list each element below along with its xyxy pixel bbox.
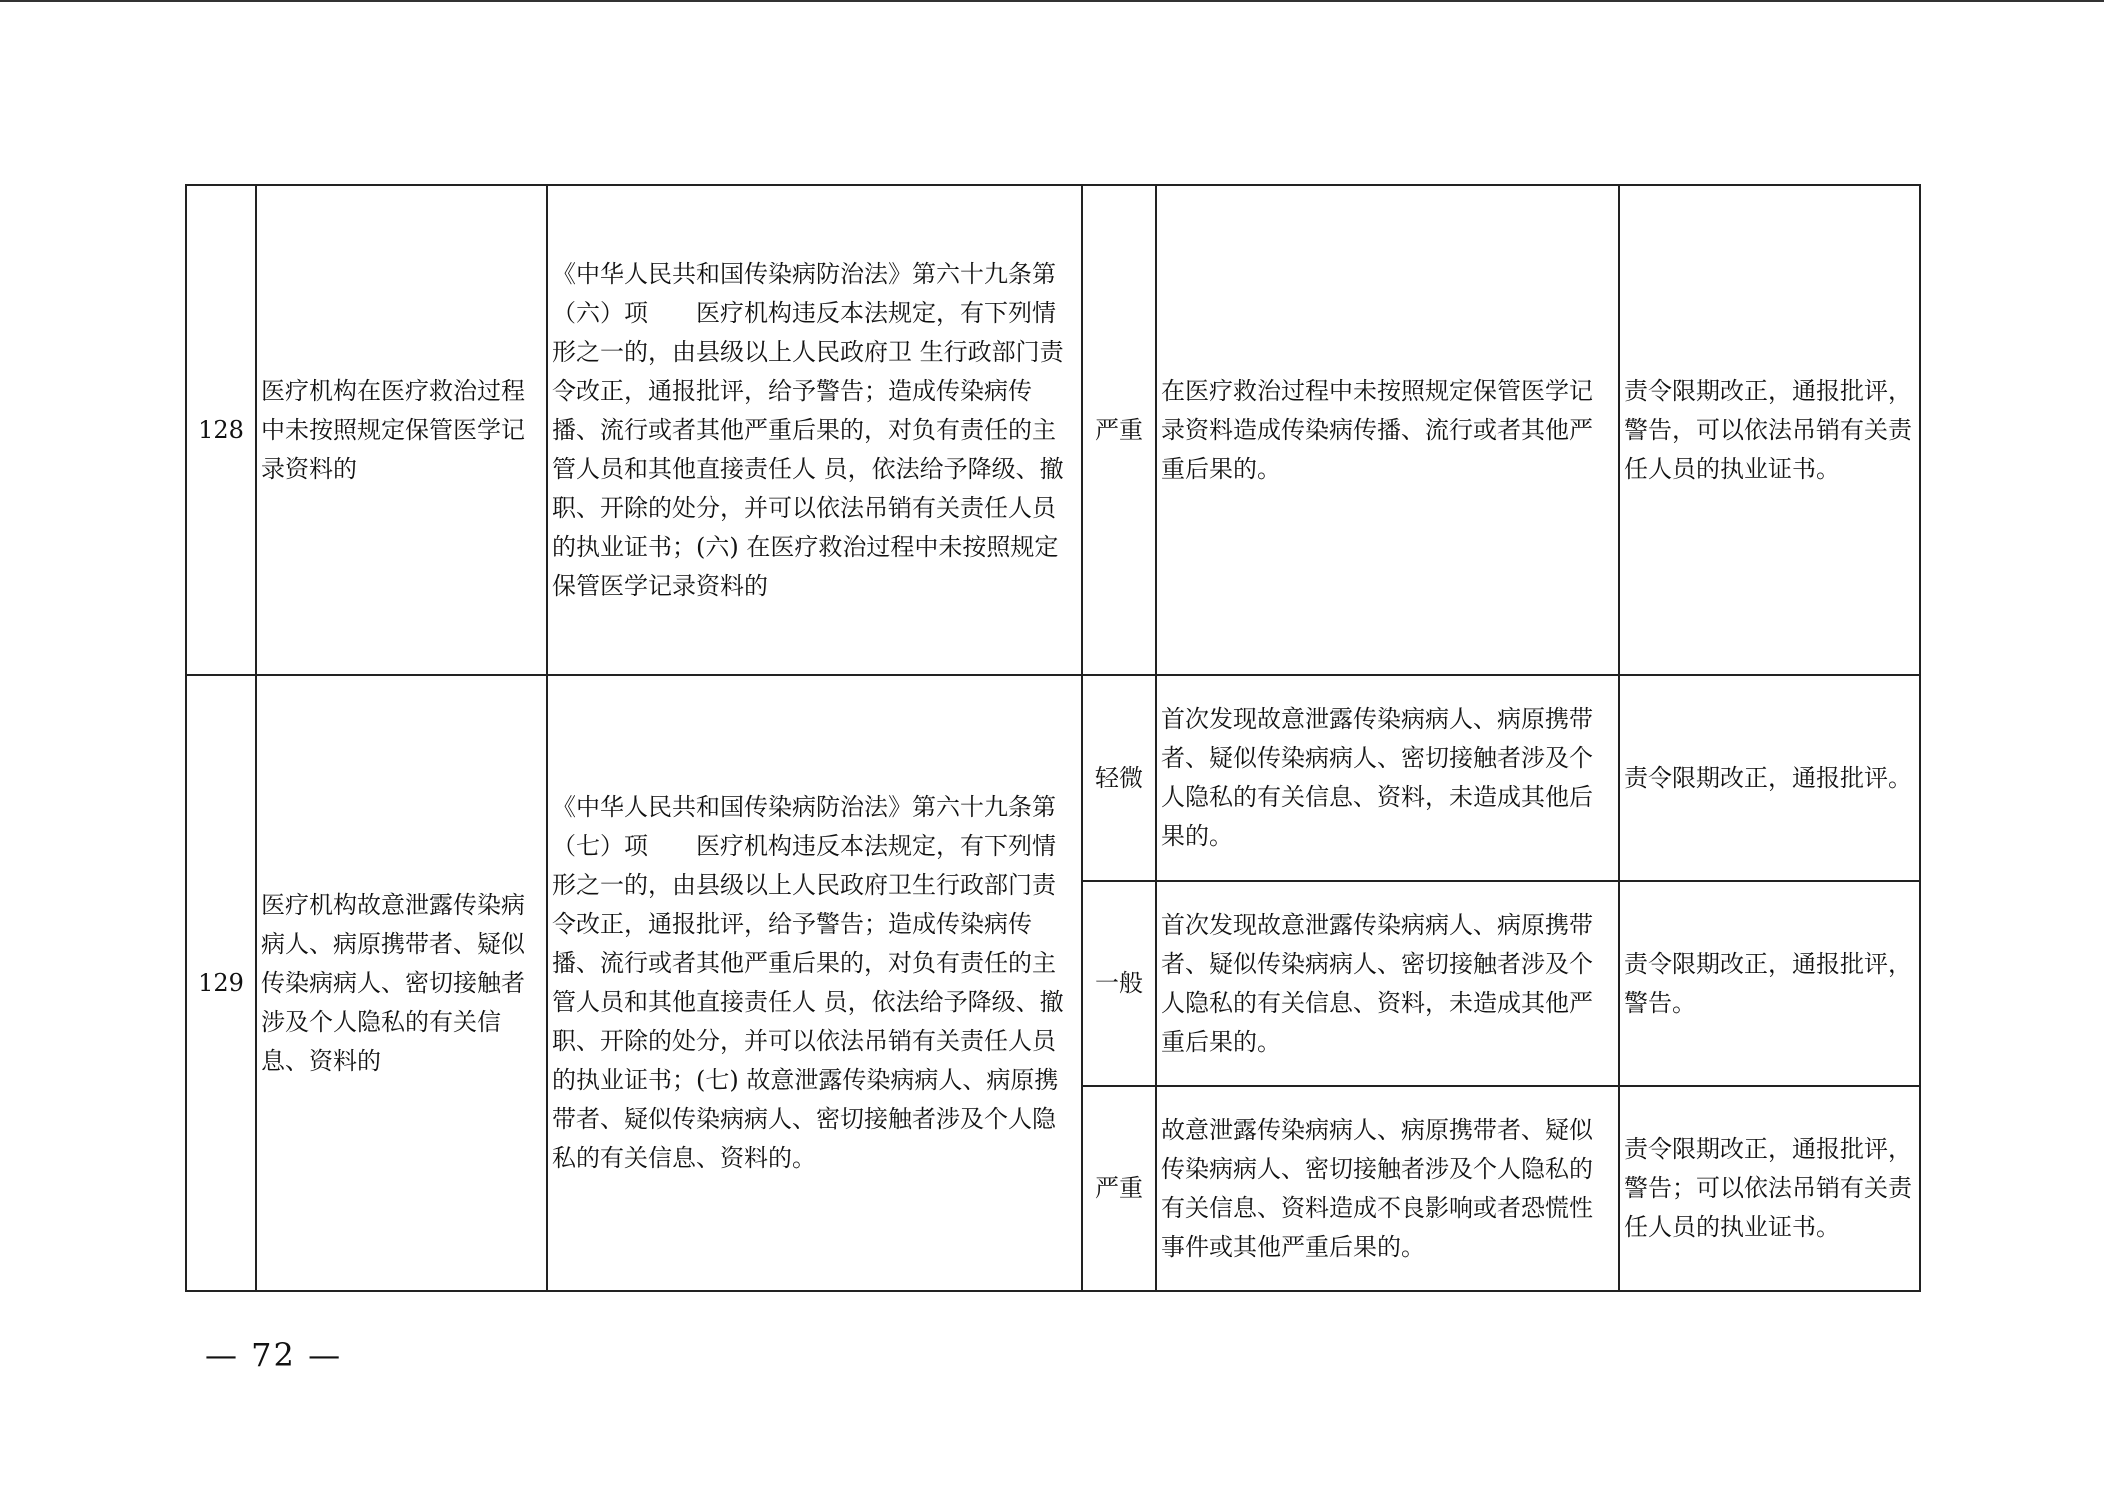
- legal-basis: 《中华人民共和国传染病防治法》第六十九条第（七）项 医疗机构违反本法规定，有下列情形之一的，由县级以上人民政府卫生行政部门责令改正，通报批评，给予警告；造成传染病传播、流行或者其他严重后果的，对负有责任的主管人员和其他直接责任人 员，依法给予降级、撤职、开除的处分，并可以依法吊销有关责任人员的执业证书；(七) 故意泄露传染病病人、病原携带者、疑似传染病病人、密切接触者涉及个人隐私的有关信息、资料的。: [547, 675, 1082, 1291]
- row-number: 128: [186, 185, 256, 675]
- penalty-standards-table: [185, 184, 1921, 1292]
- circumstance: 故意泄露传染病病人、病原携带者、疑似传染病病人、密切接触者涉及个人隐私的有关信息、资料造成不良影响或者恐慌性事件或其他严重后果的。: [1156, 1086, 1619, 1291]
- severity-level: 严重: [1082, 1086, 1156, 1291]
- severity-level: 轻微: [1082, 675, 1156, 881]
- violation-item: 医疗机构故意泄露传染病病人、病原携带者、疑似传染病病人、密切接触者涉及个人隐私的有关信息、资料的: [256, 675, 547, 1291]
- page-number: — 72 —: [205, 1336, 343, 1374]
- violation-item: 医疗机构在医疗救治过程中未按照规定保管医学记录资料的: [256, 185, 547, 675]
- page-top-border: [0, 0, 2104, 2]
- row-number: 129: [186, 675, 256, 1291]
- penalty: 责令限期改正，通报批评，警告；可以依法吊销有关责任人员的执业证书。: [1619, 1086, 1920, 1291]
- penalty: 责令限期改正，通报批评，警告，可以依法吊销有关责任人员的执业证书。: [1619, 185, 1920, 675]
- table-row-129: [186, 675, 1920, 881]
- severity-level: 严重: [1082, 185, 1156, 675]
- circumstance: 首次发现故意泄露传染病病人、病原携带者、疑似传染病病人、密切接触者涉及个人隐私的有关信息、资料，未造成其他严重后果的。: [1156, 881, 1619, 1086]
- severity-level: 一般: [1082, 881, 1156, 1086]
- circumstance: 在医疗救治过程中未按照规定保管医学记录资料造成传染病传播、流行或者其他严重后果的。: [1156, 185, 1619, 675]
- circumstance: 首次发现故意泄露传染病病人、病原携带者、疑似传染病病人、密切接触者涉及个人隐私的有关信息、资料，未造成其他后果的。: [1156, 675, 1619, 881]
- table-row-128: [186, 185, 1920, 675]
- legal-basis: 《中华人民共和国传染病防治法》第六十九条第（六）项 医疗机构违反本法规定，有下列情形之一的，由县级以上人民政府卫 生行政部门责令改正，通报批评，给予警告；造成传染病传播、流行或者其他严重后果的，对负有责任的主管人员和其他直接责任人 员，依法给予降级、撤职、开除的处分，并可以依法吊销有关责任人员的执业证书；(六) 在医疗救治过程中未按照规定保管医学记录资料的: [547, 185, 1082, 675]
- penalty: 责令限期改正，通报批评。: [1619, 675, 1920, 881]
- penalty: 责令限期改正，通报批评，警告。: [1619, 881, 1920, 1086]
